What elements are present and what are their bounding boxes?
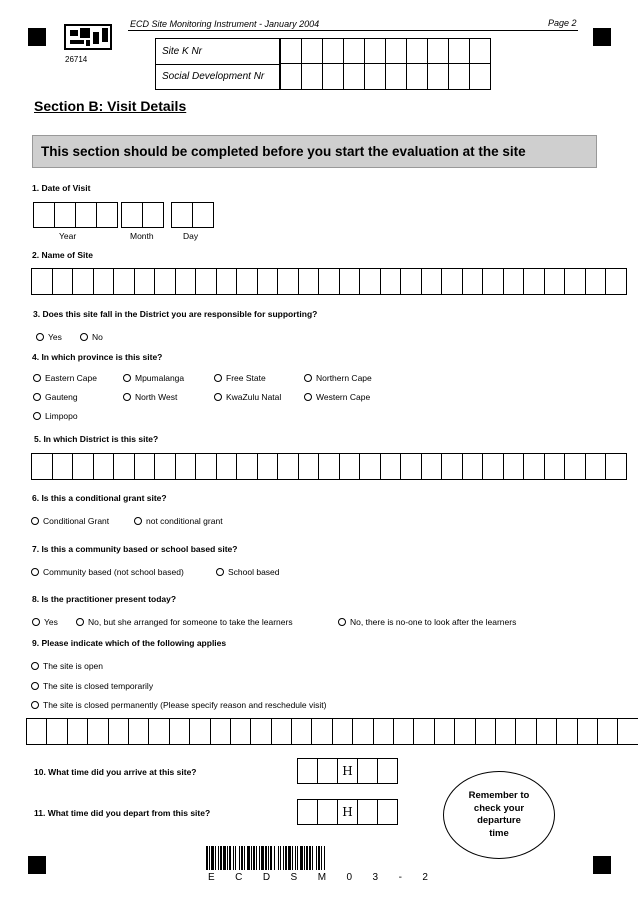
entry-cell[interactable] [93, 453, 115, 480]
radio-icon[interactable] [134, 517, 142, 525]
entry-cell[interactable] [154, 268, 176, 295]
q6-conditional-grant-option[interactable] [31, 516, 109, 526]
entry-cell[interactable] [257, 453, 279, 480]
entry-cell[interactable] [462, 268, 484, 295]
entry-cell[interactable] [385, 63, 407, 90]
time-cell[interactable] [297, 758, 318, 784]
province-north-west-option[interactable] [123, 392, 177, 402]
entry-cell[interactable] [54, 202, 76, 228]
option-label: Conditional Grant [43, 516, 110, 526]
entry-cell[interactable] [469, 38, 491, 64]
entry-cell[interactable] [393, 718, 414, 745]
entry-cell[interactable] [359, 268, 381, 295]
entry-cell[interactable] [280, 38, 302, 64]
month-field[interactable] [122, 202, 164, 228]
entry-cell[interactable] [364, 38, 386, 64]
q9-closed-permanently-option[interactable] [31, 700, 326, 710]
entry-cell[interactable] [195, 453, 217, 480]
province-free-state-option[interactable] [214, 373, 266, 383]
q9-open-option[interactable] [31, 661, 103, 671]
entry-cell[interactable] [52, 453, 74, 480]
entry-cell[interactable] [298, 453, 320, 480]
radio-icon[interactable] [33, 374, 41, 382]
entry-cell[interactable] [475, 718, 496, 745]
entry-cell[interactable] [108, 718, 129, 745]
q7-label: 7. Is this a community based or school based site? [32, 544, 238, 554]
entry-cell[interactable] [52, 268, 74, 295]
entry-cell[interactable] [441, 453, 463, 480]
q3-yes-option[interactable] [36, 332, 62, 342]
year-label: Year [59, 231, 77, 241]
entry-cell[interactable] [96, 202, 118, 228]
option-label: Western Cape [316, 392, 371, 402]
radio-icon[interactable] [31, 662, 39, 670]
entry-cell[interactable] [134, 453, 156, 480]
barcode-char: 2 [422, 872, 428, 883]
q9-closed-temporarily-option[interactable] [31, 681, 153, 691]
entry-cell[interactable] [556, 718, 577, 745]
barcode-bar [325, 846, 327, 870]
entry-cell[interactable] [322, 63, 344, 90]
entry-cell[interactable] [87, 718, 108, 745]
district-field[interactable] [32, 453, 627, 480]
entry-cell[interactable] [31, 453, 53, 480]
entry-cell[interactable] [617, 718, 638, 745]
time-cell[interactable] [317, 758, 338, 784]
radio-icon[interactable] [76, 618, 84, 626]
entry-cell[interactable] [339, 268, 361, 295]
entry-cell[interactable] [148, 718, 169, 745]
entry-cell[interactable] [332, 718, 353, 745]
entry-cell[interactable] [352, 718, 373, 745]
entry-cell[interactable] [597, 718, 618, 745]
arrival-time-field[interactable] [298, 758, 398, 784]
entry-cell[interactable] [385, 38, 407, 64]
entry-cell[interactable] [482, 453, 504, 480]
site-k-nr-field[interactable] [281, 38, 491, 64]
option-label: School based [228, 567, 280, 577]
radio-icon[interactable] [33, 412, 41, 420]
entry-cell[interactable] [142, 202, 164, 228]
option-label: The site is closed temporarily [43, 681, 154, 691]
province-mpumalanga-option[interactable] [123, 373, 184, 383]
registration-mark-bottom-right [593, 856, 611, 874]
radio-icon[interactable] [33, 393, 41, 401]
entry-cell[interactable] [421, 453, 443, 480]
section-title: Section B: Visit Details [34, 98, 187, 114]
option-label: North West [135, 392, 178, 402]
page-number: Page 2 [548, 18, 577, 28]
entry-cell[interactable] [400, 453, 422, 480]
entry-cell[interactable] [257, 268, 279, 295]
entry-cell[interactable] [495, 718, 516, 745]
entry-cell[interactable] [291, 718, 312, 745]
entry-cell[interactable] [441, 268, 463, 295]
entry-cell[interactable] [169, 718, 190, 745]
radio-icon[interactable] [36, 333, 44, 341]
option-label: not conditional grant [146, 516, 223, 526]
province-gauteng-option[interactable] [33, 392, 78, 402]
option-label: Yes [48, 332, 62, 342]
entry-cell[interactable] [195, 268, 217, 295]
entry-cell[interactable] [536, 718, 557, 745]
entry-cell[interactable] [448, 63, 470, 90]
entry-cell[interactable] [469, 63, 491, 90]
province-western-cape-option[interactable] [304, 392, 370, 402]
entry-cell[interactable] [230, 718, 251, 745]
entry-cell[interactable] [301, 38, 323, 64]
reminder-line: departure [477, 815, 521, 826]
q8-arranged-option[interactable] [76, 617, 293, 627]
radio-icon[interactable] [31, 517, 39, 525]
entry-cell[interactable] [454, 718, 475, 745]
option-label: No, but she arranged for someone to take the learners [88, 617, 293, 627]
entry-cell[interactable] [175, 268, 197, 295]
entry-cell[interactable] [175, 453, 197, 480]
option-label: KwaZulu Natal [226, 392, 282, 402]
entry-cell[interactable] [577, 718, 598, 745]
entry-cell[interactable] [318, 453, 340, 480]
entry-cell[interactable] [523, 268, 545, 295]
entry-cell[interactable] [380, 453, 402, 480]
site-k-nr-label: Site K Nr [162, 46, 203, 57]
radio-icon[interactable] [304, 393, 312, 401]
entry-cell[interactable] [216, 268, 238, 295]
radio-icon[interactable] [216, 568, 224, 576]
registration-mark-bottom-left [28, 856, 46, 874]
time-cell[interactable] [357, 799, 378, 825]
barcode-char: E [208, 872, 215, 883]
entry-cell[interactable] [564, 453, 586, 480]
day-field[interactable] [172, 202, 214, 228]
barcode [206, 846, 428, 870]
entry-cell[interactable] [33, 202, 55, 228]
hour-separator: H [337, 758, 358, 784]
entry-cell[interactable] [75, 202, 97, 228]
province-kwazulu-natal-option[interactable] [214, 392, 281, 402]
entry-cell[interactable] [318, 268, 340, 295]
province-eastern-cape-option[interactable] [33, 373, 97, 383]
entry-cell[interactable] [421, 268, 443, 295]
option-label: The site is closed permanently (Please specify reason and reschedule visit) [43, 700, 327, 710]
barcode-char: C [235, 872, 243, 883]
entry-cell[interactable] [605, 268, 627, 295]
form-logo [64, 24, 112, 50]
q7-school-based-option[interactable] [216, 567, 280, 577]
form-id: 26714 [65, 55, 88, 64]
document-title: ECD Site Monitoring Instrument - January 2004 [130, 19, 320, 29]
entry-cell[interactable] [250, 718, 271, 745]
entry-cell[interactable] [277, 453, 299, 480]
entry-cell[interactable] [462, 453, 484, 480]
entry-cell[interactable] [113, 268, 135, 295]
entry-cell[interactable] [544, 453, 566, 480]
entry-cell[interactable] [482, 268, 504, 295]
header-rule [128, 30, 578, 31]
entry-cell[interactable] [154, 453, 176, 480]
entry-cell[interactable] [605, 453, 627, 480]
entry-cell[interactable] [503, 268, 525, 295]
reminder-line: time [489, 827, 509, 839]
entry-cell[interactable] [364, 63, 386, 90]
option-label: Community based (not school based) [43, 567, 184, 577]
q3-label: 3. Does this site fall in the District you are responsible for supporting? [33, 309, 318, 319]
entry-cell[interactable] [515, 718, 536, 745]
entry-cell[interactable] [406, 63, 428, 90]
option-label: No, there is no-one to look after the learners [350, 617, 517, 627]
option-label: No [92, 332, 103, 342]
radio-icon[interactable] [32, 618, 40, 626]
barcode-char: 3 [372, 872, 379, 883]
entry-cell[interactable] [72, 268, 94, 295]
radio-icon[interactable] [214, 374, 222, 382]
entry-cell[interactable] [322, 38, 344, 64]
province-limpopo-option[interactable] [33, 411, 78, 421]
departure-time-field[interactable] [298, 799, 398, 825]
radio-icon[interactable] [123, 393, 131, 401]
closure-reason-field[interactable] [27, 718, 638, 745]
entry-cell[interactable] [427, 63, 449, 90]
entry-cell[interactable] [236, 453, 258, 480]
barcode-char: S [290, 872, 298, 883]
departure-reminder [443, 771, 555, 859]
q8-label: 8. Is the practitioner present today? [32, 594, 177, 604]
q6-not-conditional-grant-option[interactable] [134, 516, 223, 526]
section-banner: This section should be completed before you start the evaluation at the site [32, 135, 597, 168]
entry-cell[interactable] [585, 453, 607, 480]
entry-cell[interactable] [544, 268, 566, 295]
time-cell[interactable] [377, 799, 398, 825]
entry-cell[interactable] [67, 718, 88, 745]
option-label: Mpumalanga [135, 373, 185, 383]
entry-cell[interactable] [523, 453, 545, 480]
entry-cell[interactable] [343, 38, 365, 64]
barcode-char: 0 [346, 872, 353, 883]
province-northern-cape-option[interactable] [304, 373, 372, 383]
option-label: Eastern Cape [45, 373, 97, 383]
entry-cell[interactable] [271, 718, 292, 745]
barcode-char: - [398, 872, 402, 883]
option-label: Free State [226, 373, 266, 383]
entry-cell[interactable] [359, 453, 381, 480]
entry-cell[interactable] [93, 268, 115, 295]
entry-cell[interactable] [413, 718, 434, 745]
time-cell[interactable] [377, 758, 398, 784]
q6-label: 6. Is this a conditional grant site? [32, 493, 167, 503]
year-field[interactable] [34, 202, 118, 228]
entry-cell[interactable] [311, 718, 332, 745]
entry-cell[interactable] [216, 453, 238, 480]
entry-cell[interactable] [585, 268, 607, 295]
q2-label: 2. Name of Site [32, 250, 93, 260]
option-label: Limpopo [45, 411, 78, 421]
entry-cell[interactable] [380, 268, 402, 295]
q7-community-based-option[interactable] [31, 567, 184, 577]
q1-label: 1. Date of Visit [32, 183, 91, 193]
entry-cell[interactable] [339, 453, 361, 480]
radio-icon[interactable] [214, 393, 222, 401]
radio-icon[interactable] [31, 682, 39, 690]
option-label: Northern Cape [316, 373, 372, 383]
entry-cell[interactable] [46, 718, 67, 745]
entry-cell[interactable] [280, 63, 302, 90]
entry-cell[interactable] [301, 63, 323, 90]
q4-label: 4. In which province is this site? [32, 352, 163, 362]
hour-separator: H [337, 799, 358, 825]
barcode-char: M [317, 872, 327, 883]
entry-cell[interactable] [400, 268, 422, 295]
option-label: Yes [44, 617, 58, 627]
entry-cell[interactable] [406, 38, 428, 64]
entry-cell[interactable] [277, 268, 299, 295]
q8-no-one-option[interactable] [338, 617, 516, 627]
radio-icon[interactable] [31, 701, 39, 709]
q3-no-option[interactable] [80, 332, 103, 342]
entry-cell[interactable] [503, 453, 525, 480]
entry-cell[interactable] [31, 268, 53, 295]
entry-cell[interactable] [128, 718, 149, 745]
entry-cell[interactable] [113, 453, 135, 480]
time-cell[interactable] [317, 799, 338, 825]
option-label: The site is open [43, 661, 104, 671]
social-dev-nr-label: Social Development Nr [162, 71, 265, 82]
entry-cell[interactable] [72, 453, 94, 480]
option-label: Gauteng [45, 392, 78, 402]
barcode-text [208, 872, 428, 883]
entry-cell[interactable] [192, 202, 214, 228]
entry-cell[interactable] [373, 718, 394, 745]
reminder-line: Remember to [468, 790, 530, 801]
entry-cell[interactable] [236, 268, 258, 295]
entry-cell[interactable] [171, 202, 193, 228]
reminder-line: check your [473, 802, 525, 814]
entry-cell[interactable] [26, 718, 47, 745]
entry-cell[interactable] [434, 718, 455, 745]
entry-cell[interactable] [210, 718, 231, 745]
barcode-char: D [262, 872, 271, 883]
radio-icon[interactable] [338, 618, 346, 626]
radio-icon[interactable] [304, 374, 312, 382]
entry-cell[interactable] [121, 202, 143, 228]
entry-cell[interactable] [134, 268, 156, 295]
site-name-field[interactable] [32, 268, 627, 295]
social-dev-nr-field[interactable] [281, 63, 491, 90]
radio-icon[interactable] [80, 333, 88, 341]
registration-mark-top-left [28, 28, 46, 46]
entry-cell[interactable] [427, 38, 449, 64]
entry-cell[interactable] [298, 268, 320, 295]
radio-icon[interactable] [31, 568, 39, 576]
entry-cell[interactable] [189, 718, 210, 745]
month-label: Month [130, 231, 154, 241]
entry-cell[interactable] [564, 268, 586, 295]
q10-label: 10. What time did you arrive at this site? [34, 767, 197, 777]
time-cell[interactable] [297, 799, 318, 825]
q5-label: 5. In which District is this site? [34, 434, 159, 444]
day-label: Day [183, 231, 199, 241]
q9-label: 9. Please indicate which of the following applies [32, 638, 227, 648]
time-cell[interactable] [357, 758, 378, 784]
q11-label: 11. What time did you depart from this site? [34, 808, 211, 818]
entry-cell[interactable] [343, 63, 365, 90]
radio-icon[interactable] [123, 374, 131, 382]
entry-cell[interactable] [448, 38, 470, 64]
registration-mark-top-right [593, 28, 611, 46]
q8-yes-option[interactable] [32, 617, 58, 627]
